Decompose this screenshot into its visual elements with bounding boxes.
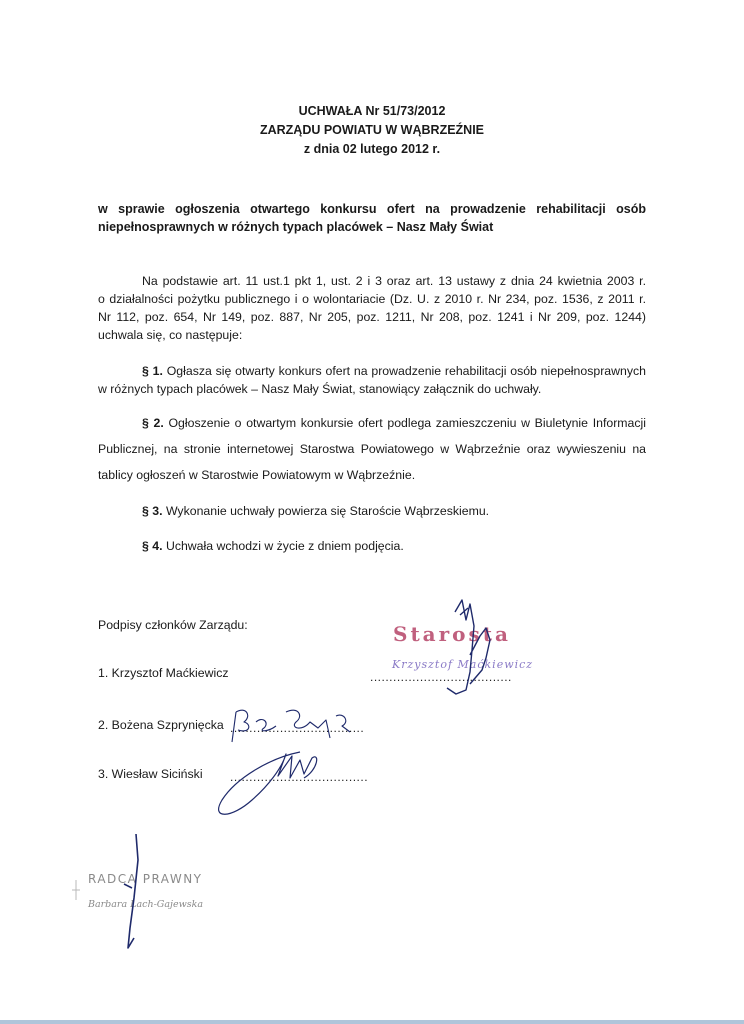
starosta-stamp-title: Starosta — [393, 622, 511, 646]
legal-counsel-stamp-title: RADCA PRAWNY — [88, 872, 203, 886]
paragraph-text: tablicy ogłoszeń w Starostwie Powiatowym w Wąbrzeźnie. — [98, 468, 416, 482]
subject-line-1: w sprawie ogłoszenia otwartego konkursu ofert na prowadzenie rehabilitacji osób — [98, 202, 646, 216]
signature-sicinski — [219, 752, 317, 814]
signature-line-1: ..................................... — [370, 670, 512, 684]
legal-basis-line: Nr 112, poz. 654, Nr 149, poz. 887, Nr 205, poz. 1211, Nr 208, poz. 1241 i Nr 209, poz. 1244) — [98, 310, 646, 324]
paragraph-text: w różnych typach placówek – Nasz Mały Świat, stanowiący załącznik do uchwały. — [98, 382, 542, 396]
signature-szpryniecka — [232, 710, 350, 742]
board-member-3: 3. Wiesław Siciński — [98, 767, 203, 781]
legal-basis-line: o działalności pożytku publicznego i o wolontariacie (Dz. U. z 2010 r. Nr 234, poz. 1536, z 2011 r. — [98, 292, 646, 306]
signatures-label: Podpisy członków Zarządu: — [98, 618, 248, 632]
paragraph-text: Uchwała wchodzi w życie z dniem podjęcia. — [165, 539, 404, 553]
board-member-2: 2. Bożena Szprynięcka — [98, 718, 224, 732]
paragraph-marker: § 1. — [142, 364, 163, 378]
subject-line-2: niepełnosprawnych w różnych typach placówek – Nasz Mały Świat — [98, 220, 494, 234]
issuing-body: ZARZĄDU POWIATU W WĄBRZEŹNIE — [259, 123, 485, 137]
paragraph-marker: § 3. — [142, 504, 163, 518]
signature-legal-counsel — [124, 834, 138, 948]
margin-mark — [72, 880, 80, 900]
paragraph-text: Ogłoszenie o otwartym konkursie ofert podlega zamieszczeniu w Biuletynie Informacji — [168, 416, 646, 430]
signature-mackiewicz — [447, 600, 490, 694]
signature-line-3: .................................... — [230, 770, 369, 784]
legal-basis-line: Na podstawie art. 11 ust.1 pkt 1, ust. 2 i 3 oraz art. 13 ustawy z dnia 24 kwietnia 2003 r. — [142, 274, 646, 288]
paragraph-marker: § 2. — [142, 416, 164, 430]
paragraph-marker: § 4. — [142, 539, 163, 553]
paragraph-text: Publicznej, na stronie internetowej Starostwa Powiatowego w Wąbrzeźnie oraz wywieszeniu na — [98, 442, 646, 456]
board-member-1: 1. Krzysztof Maćkiewicz — [98, 666, 229, 680]
scan-bottom-edge — [0, 1020, 744, 1024]
signature-line-2: ................................... — [230, 721, 365, 735]
paragraph-text: Wykonanie uchwały powierza się Staroście Wąbrzeskiemu. — [165, 504, 490, 518]
resolution-date: z dnia 02 lutego 2012 r. — [303, 142, 441, 156]
legal-basis-line: uchwala się, co następuje: — [98, 328, 243, 342]
starosta-stamp-name: Krzysztof Maćkiewicz — [392, 658, 534, 671]
resolution-number: UCHWAŁA Nr 51/73/2012 — [298, 104, 446, 118]
legal-counsel-stamp-name: Barbara Lach-Gajewska — [88, 899, 204, 910]
paragraph-text: Ogłasza się otwarty konkurs ofert na prowadzenie rehabilitacji osób niepełnosprawnych — [166, 364, 646, 378]
